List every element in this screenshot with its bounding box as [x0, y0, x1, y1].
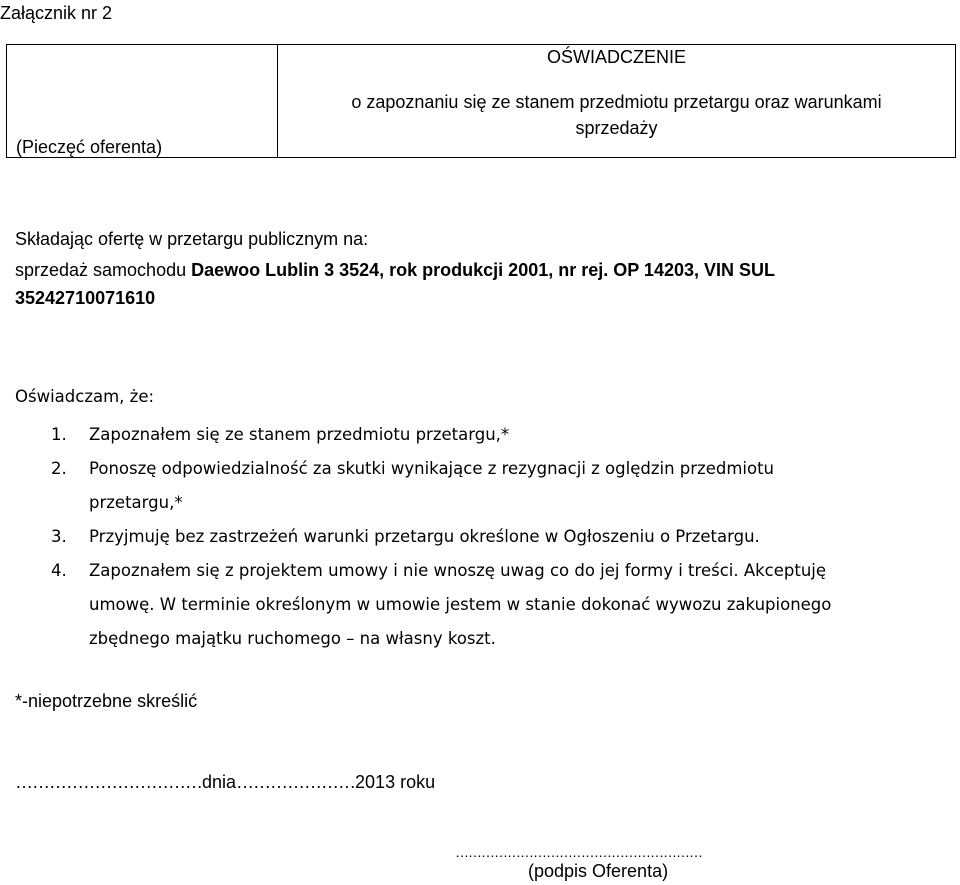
- declaration-item-text: umowę. W terminie określonym w umowie jestem w stanie dokonać wywozu zakupionego: [89, 595, 832, 614]
- date-place-blank: ……………………………: [15, 772, 202, 792]
- date-year: 2013 roku: [355, 772, 436, 792]
- document-title: OŚWIADCZENIE: [546, 47, 686, 67]
- signature-blank: …………………………………………………: [455, 844, 702, 860]
- document-subtitle-line-1: o zapoznaniu się ze stanem przedmiotu przetargu oraz warunkami: [351, 92, 882, 112]
- footnote: *-niepotrzebne skreślić: [15, 691, 198, 711]
- declaration-item-text: Ponoszę odpowiedzialność za skutki wynikające z rezygnacji z oględzin przedmiotu: [89, 459, 775, 478]
- date-line: [15, 772, 435, 793]
- declaration-item-number: 4.: [51, 561, 67, 580]
- declaration-item: [15, 554, 945, 656]
- declaration-lead: Oświadczam, że:: [15, 387, 155, 406]
- declaration-item: [15, 520, 945, 554]
- declaration-item-number: 1.: [51, 425, 67, 444]
- declaration-list: [15, 418, 945, 656]
- declaration-item-number: 2.: [51, 459, 67, 478]
- date-day-blank: …………………: [236, 772, 356, 792]
- offer-subject-line-2: 35242710071610: [15, 288, 156, 308]
- declaration-item-number: 3.: [51, 527, 67, 546]
- stamp-placeholder: (Pieczęć oferenta): [16, 137, 163, 157]
- declaration-item: [15, 452, 945, 520]
- declaration-item-text: zbędnego majątku ruchomego – na własny koszt.: [89, 629, 496, 648]
- header-title-cell: [278, 45, 955, 157]
- declaration-item-text: Przyjmuję bez zastrzeżeń warunki przetargu określone w Ogłoszeniu o Przetargu.: [89, 527, 760, 546]
- declaration-item-text: Zapoznałem się z projektem umowy i nie wnoszę uwag co do jej formy i treści. Akceptuję: [89, 561, 827, 580]
- declaration-item: [15, 418, 945, 452]
- signature-label: (podpis Oferenta): [528, 861, 669, 881]
- offer-subject-vehicle: Daewoo Lublin 3 3524, rok produkcji 2001, nr rej. OP 14203, VIN SUL: [191, 260, 775, 280]
- offer-intro: Składając ofertę w przetargu publicznym na:: [15, 229, 369, 249]
- header-table: [6, 44, 956, 158]
- date-word-dnia: dnia: [202, 772, 237, 792]
- offer-subject-line-1: [15, 260, 775, 281]
- document-subtitle-line-2: sprzedaży: [575, 118, 658, 138]
- offer-subject-prefix: sprzedaż samochodu: [15, 260, 192, 280]
- declaration-item-text: przetargu,*: [89, 493, 183, 512]
- annex-label: Załącznik nr 2: [0, 3, 113, 23]
- declaration-item-text: Zapoznałem się ze stanem przedmiotu przetargu,*: [89, 425, 510, 444]
